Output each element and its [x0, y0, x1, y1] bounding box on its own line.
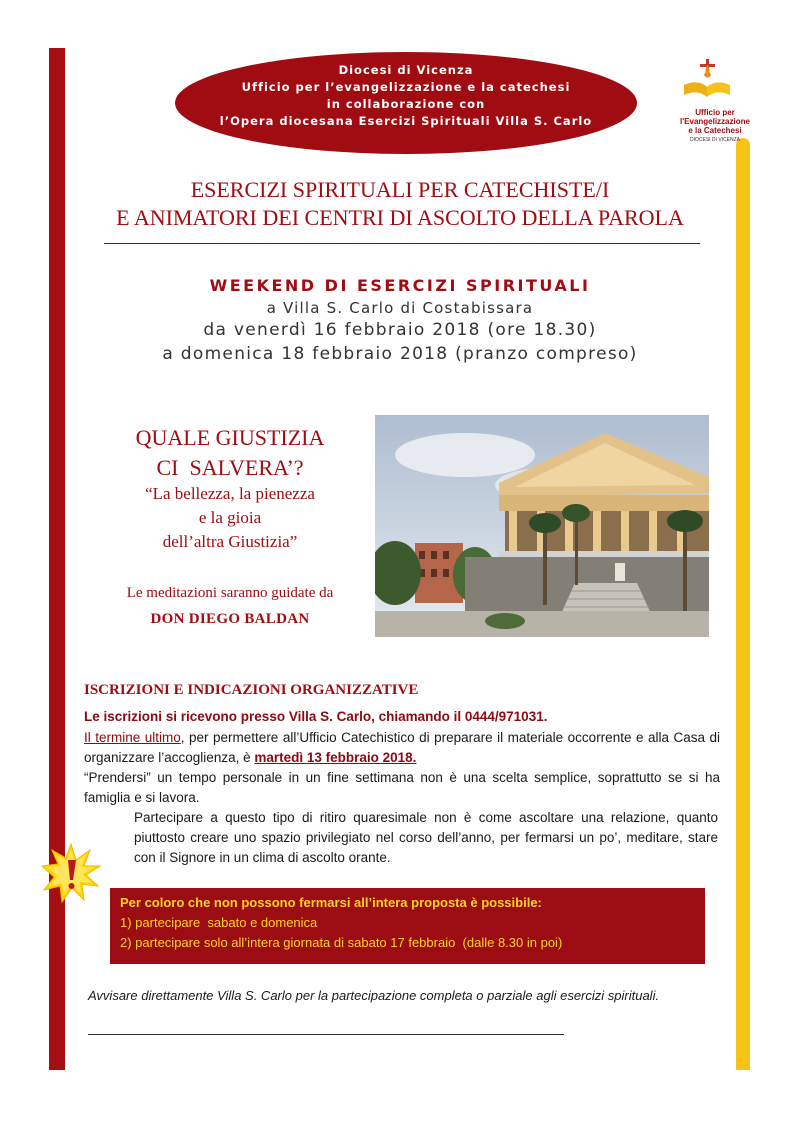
- prendersi-paragraph: “Prendersi” un tempo personale in un fine settimana non è una scelta semplice, soprattutto se si ha famiglia e si lavora.: [84, 770, 720, 805]
- registration-heading: ISCRIZIONI E INDICAZIONI ORGANIZZATIVE: [84, 682, 419, 698]
- option-weekend: 1) partecipare sabato e domenica: [120, 915, 318, 930]
- title-divider: [104, 243, 700, 244]
- theme-subtitle-line2: e la gioia: [198, 508, 262, 527]
- weekend-place: a Villa S. Carlo di Costabissara: [266, 299, 534, 317]
- header-oval-text: [175, 62, 637, 130]
- diocese-name: Diocesi di Vicenza: [338, 63, 474, 77]
- right-gold-border: [736, 138, 750, 1070]
- partial-participation-box: [110, 888, 705, 964]
- theme-subtitle-line1: “La bellezza, la pienezza: [145, 484, 315, 503]
- office-logo: [660, 55, 770, 143]
- office-name: Ufficio per l’evangelizzazione e la catechesi: [241, 80, 571, 94]
- notify-villa-text: Avvisare direttamente Villa S. Carlo per la partecipazione completa o parziale agli esercizi spirituali.: [88, 988, 660, 1003]
- theme-title-line1: QUALE GIUSTIZIA: [135, 425, 325, 450]
- theme-subtitle-line3: dell’altra Giustizia”: [162, 532, 298, 551]
- deadline-date: martedì 13 febbraio 2018.: [254, 750, 417, 765]
- logo-text-line2: e la Catechesi: [688, 126, 742, 135]
- left-red-border: [49, 48, 65, 1070]
- theme-title: [80, 423, 380, 483]
- partner-name: l’Opera diocesana Esercizi Spirituali Villa S. Carlo: [219, 114, 593, 128]
- speaker-name: DON DIEGO BALDAN: [150, 611, 310, 627]
- deadline-label: Il termine ultimo: [84, 730, 181, 745]
- logo-text-line1: Ufficio per l'Evangelizzazione: [680, 108, 750, 126]
- exclamation-starburst-icon: [40, 842, 102, 904]
- main-title: [80, 176, 720, 232]
- logo-cross-book-icon: [660, 55, 770, 103]
- partial-participation-heading: Per coloro che non possono fermarsi all’intera proposta è possibile:: [120, 895, 542, 910]
- option-saturday: 2) partecipare solo all’intera giornata di sabato 17 febbraio (dalle 8.30 in poi): [120, 935, 563, 950]
- main-title-line1: ESERCIZI SPIRITUALI PER CATECHISTE/I: [190, 177, 610, 202]
- registration-phone-line: Le iscrizioni si ricevono presso Villa S. Carlo, chiamando il 0444/971031.: [84, 709, 548, 724]
- meditations-intro: Le meditazioni saranno guidate da: [126, 585, 334, 601]
- villa-building-image: [375, 415, 709, 637]
- partecipare-paragraph: Partecipare a questo tipo di ritiro quaresimale non è come ascoltare una relazione, quanto piuttosto creare uno spazio privilegiato nel corso dell’anno, per fermarsi un po’, meditare, stare con il Signore in un clima di ascolto orante.: [134, 810, 718, 865]
- deadline-text: , per permettere all’Ufficio Catechistico di preparare il materiale occorrente e alla Casa di organizzare l’accoglienza, è: [84, 730, 720, 765]
- logo-small-text: DIOCESI DI VICENZA: [689, 137, 740, 143]
- main-title-line2: E ANIMATORI DEI CENTRI DI ASCOLTO DELLA PAROLA: [116, 205, 684, 230]
- deadline-paragraph: [84, 728, 720, 768]
- theme-subtitle: [80, 482, 380, 554]
- weekend-heading: WEEKEND DI ESERCIZI SPIRITUALI: [209, 276, 591, 295]
- weekend-to-date: a domenica 18 febbraio 2018 (pranzo compreso): [162, 344, 638, 364]
- theme-title-line2: CI SALVERA’?: [156, 455, 304, 480]
- bottom-divider: [88, 1034, 564, 1035]
- weekend-from-date: da venerdì 16 febbraio 2018 (ore 18.30): [203, 320, 597, 340]
- collaboration-text: in collaborazione con: [326, 97, 486, 111]
- villa-photo: [375, 415, 709, 637]
